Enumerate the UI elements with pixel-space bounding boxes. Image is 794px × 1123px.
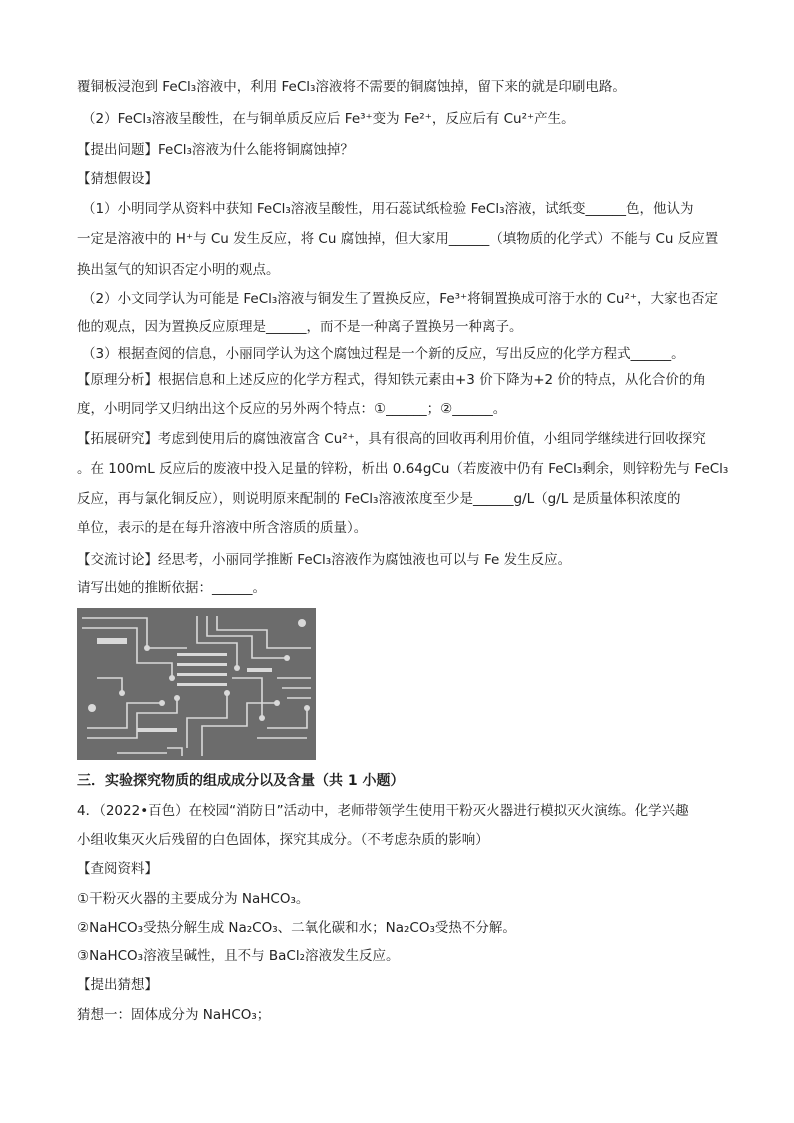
text-line: 【提出猜想】 [77, 977, 158, 993]
section-title: 三．实验探究物质的组成成分以及含量（共 1 小题） [77, 773, 405, 789]
text-line: 度，小明同学又归纳出这个反应的另外两个特点：①______；②______。 [77, 401, 507, 417]
text-line: 【查阅资料】 [77, 861, 158, 877]
text-line: 【拓展研究】考虑到使用后的腐蚀液富含 Cu²⁺，具有很高的回收再利用价值，小组同学继续进行回收探究 [77, 431, 706, 447]
text-line: 换出氢气的知识否定小明的观点。 [77, 262, 280, 278]
text-line: 。在 100mL 反应后的废液中投入足量的锌粉，析出 0.64gCu（若废液中仍有 FeCl₃剩余，则锌粉先与 FeCl₃ [77, 461, 729, 477]
text-line: ①干粉灭火器的主要成分为 NaHCO₃。 [77, 891, 310, 907]
text-line: （3）根据查阅的信息，小丽同学认为这个腐蚀过程是一个新的反应，写出反应的化学方程式______。 [82, 346, 685, 362]
text-line: 他的观点，因为置换反应原理是______，而不是一种离子置换另一种离子。 [77, 319, 523, 335]
text-line: 【原理分析】根据信息和上述反应的化学方程式，得知铁元素由+3 价下降为+2 价的特点，从化合价的角 [77, 372, 706, 388]
text-line: ③NaHCO₃溶液呈碱性，且不与 BaCl₂溶液发生反应。 [77, 948, 400, 964]
text-line: ②NaHCO₃受热分解生成 Na₂CO₃、二氧化碳和水；Na₂CO₃受热不分解。 [77, 920, 516, 936]
text-line: 4．（2022•百色）在校园“消防日”活动中，老师带领学生使用干粉灭火器进行模拟灭火演练。化学兴趣 [77, 803, 689, 819]
circuit-board-drawing [77, 608, 316, 760]
circuit-board-image [77, 608, 316, 760]
text-line: 小组收集灭火后残留的白色固体，探究其成分。（不考虑杂质的影响） [77, 832, 489, 848]
text-line: 请写出她的推断依据：______。 [77, 580, 266, 596]
text-line: 【交流讨论】经思考，小丽同学推断 FeCl₃溶液作为腐蚀液也可以与 Fe 发生反应。 [77, 552, 572, 568]
text-line: （1）小明同学从资料中获知 FeCl₃溶液呈酸性，用石蕊试纸检验 FeCl₃溶液，试纸变______色，他认为 [82, 201, 694, 217]
text-line: 【猜想假设】 [77, 171, 158, 187]
text-line: 单位，表示的是在每升溶液中所含溶质的质量）。 [77, 520, 368, 536]
text-line: （2）小文同学认为可能是 FeCl₃溶液与铜发生了置换反应，Fe³⁺将铜置换成可溶于水的 Cu²⁺，大家也否定 [82, 291, 718, 307]
text-line: 一定是溶液中的 H⁺与 Cu 发生反应，将 Cu 腐蚀掉，但大家用______（填物质的化学式）不能与 Cu 反应置 [77, 231, 719, 247]
text-line: 反应，再与氯化铜反应），则说明原来配制的 FeCl₃溶液浓度至少是______g/L（g/L 是质量体积浓度的 [77, 491, 681, 507]
text-line: 【提出问题】FeCl₃溶液为什么能将铜腐蚀掉？ [77, 142, 354, 158]
text-line: 覆铜板浸泡到 FeCl₃溶液中，利用 FeCl₃溶液将不需要的铜腐蚀掉，留下来的就是印刷电路。 [77, 79, 626, 95]
text-line: （2）FeCl₃溶液呈酸性，在与铜单质反应后 Fe³⁺变为 Fe²⁺，反应后有 Cu²⁺产生。 [82, 111, 575, 127]
text-line: 猜想一：固体成分为 NaHCO₃； [77, 1007, 271, 1023]
